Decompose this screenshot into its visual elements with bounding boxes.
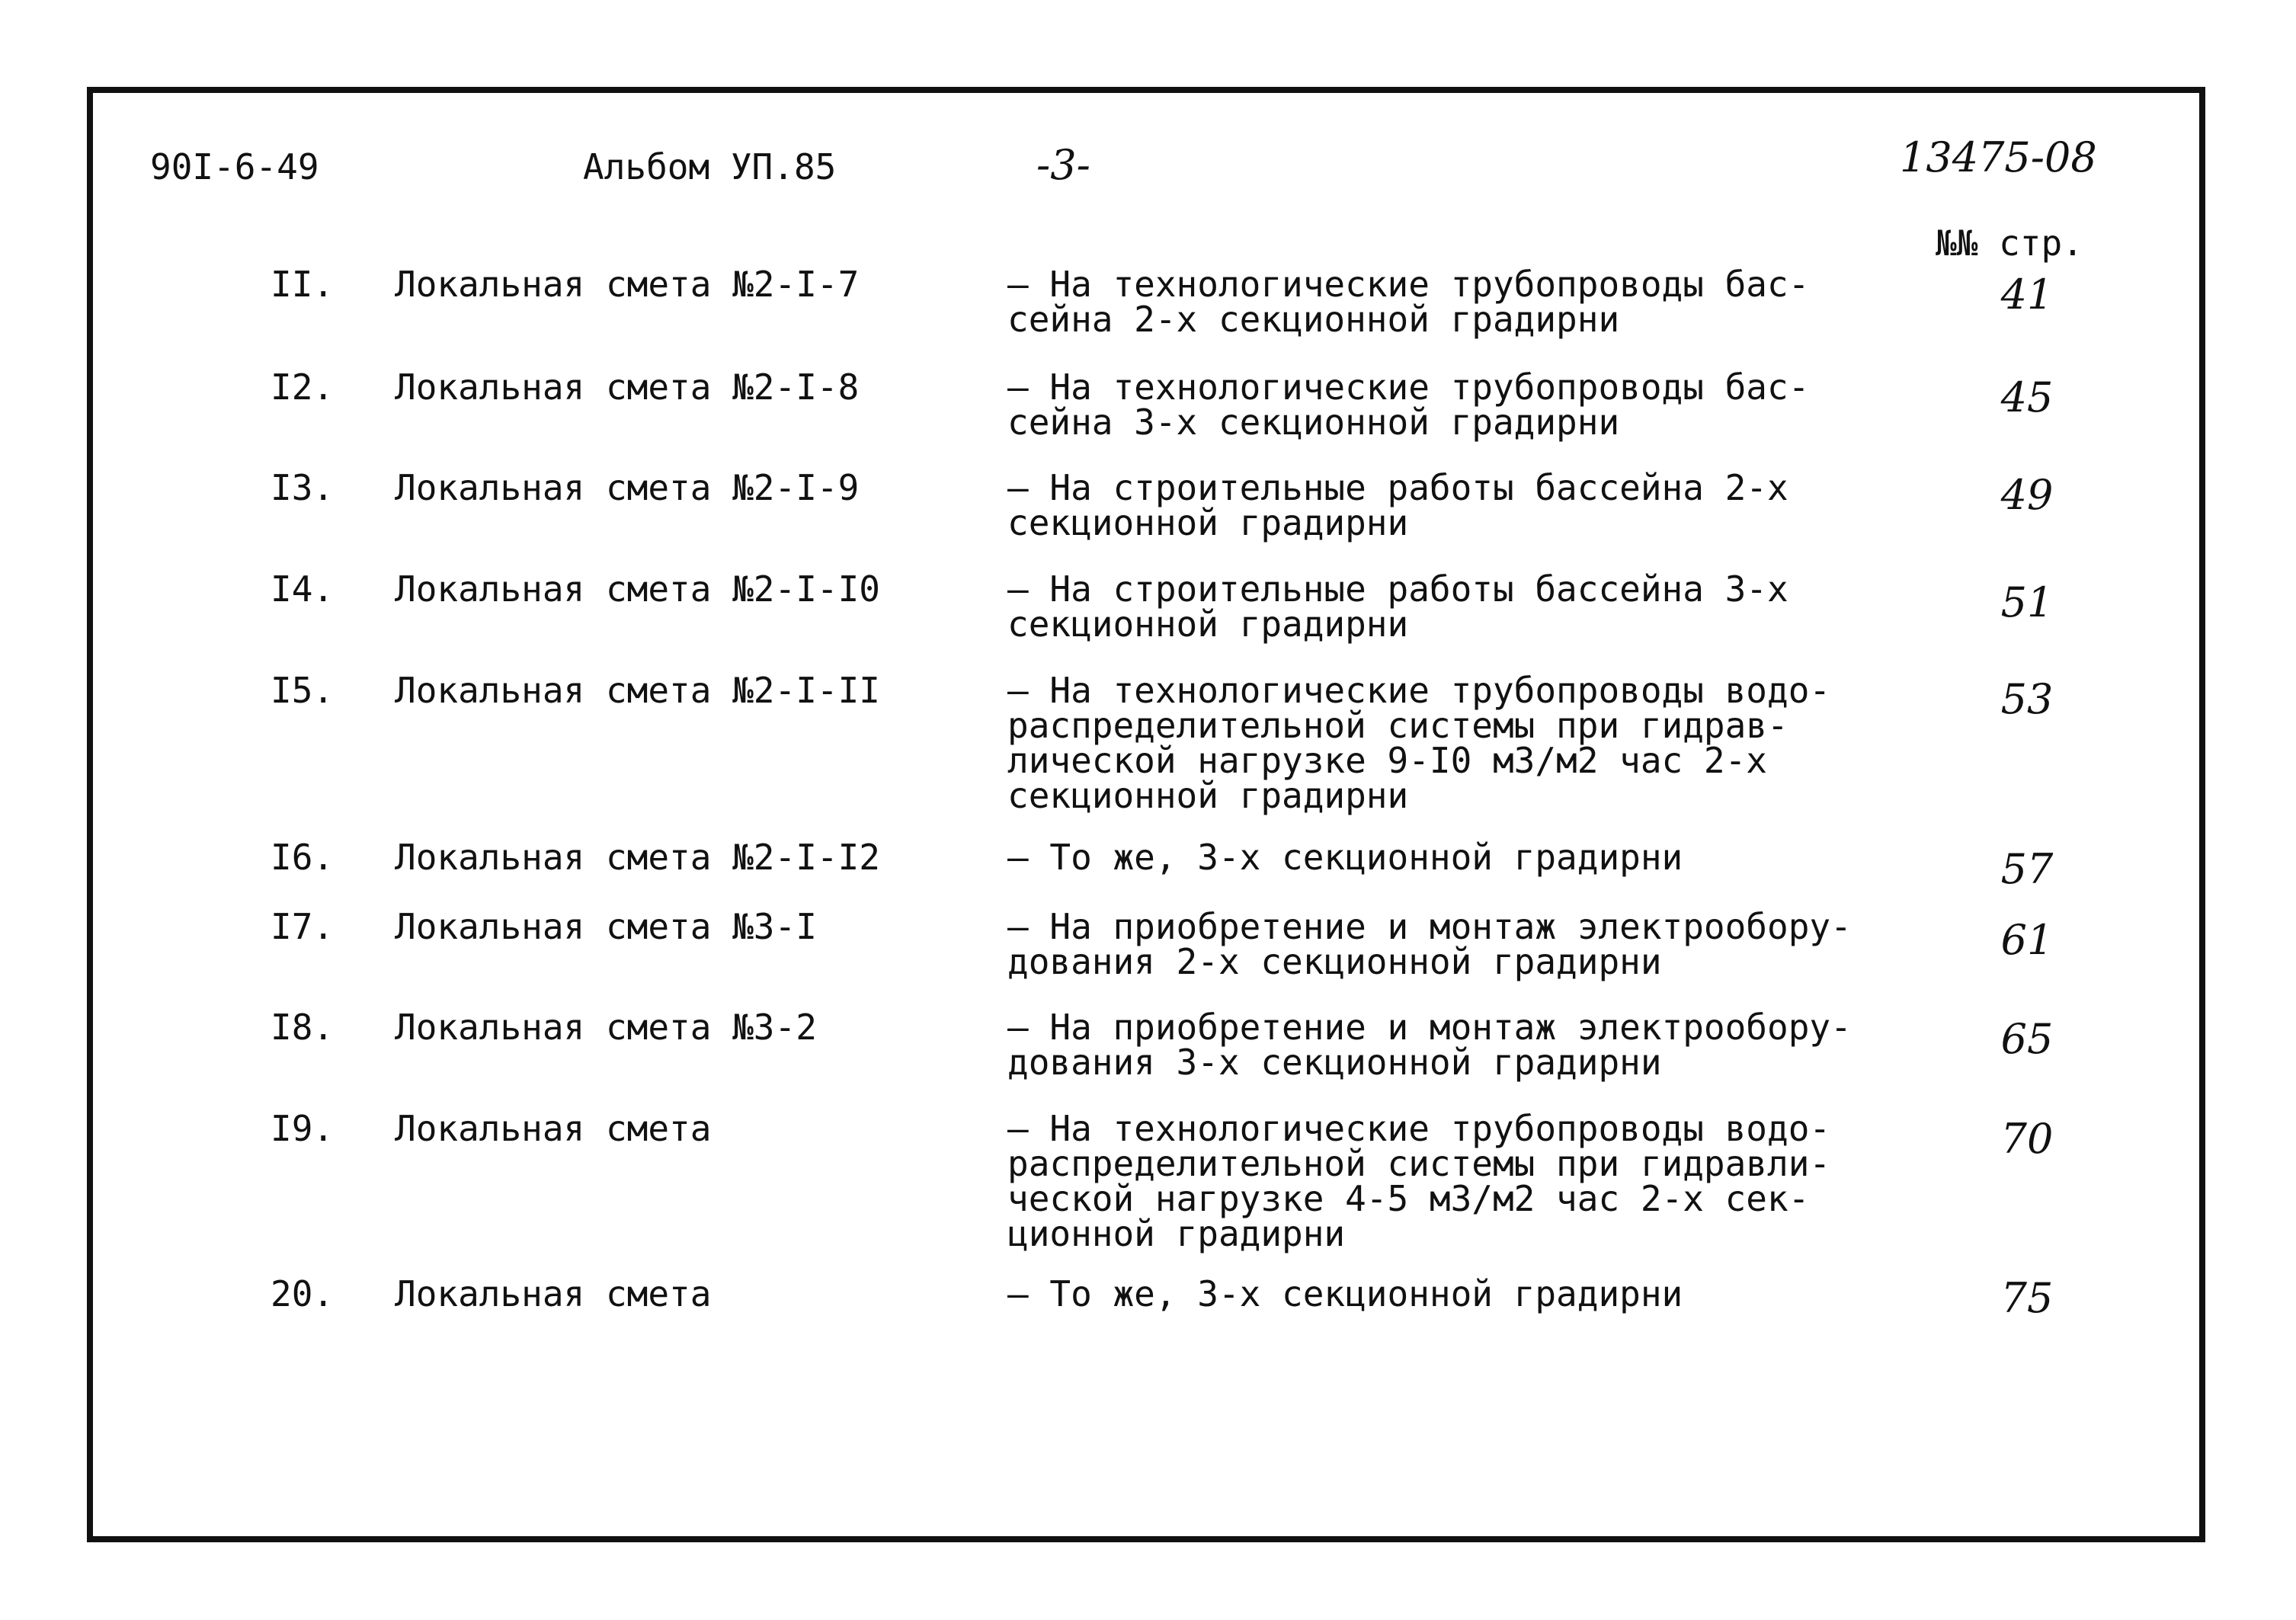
- item-number: I2.: [271, 367, 335, 408]
- item-number: I8.: [271, 1007, 335, 1048]
- page-ref: 49: [2000, 471, 2054, 519]
- description-line: секционной градирни: [1007, 603, 1409, 645]
- item-description: [1007, 1273, 1876, 1314]
- item-description: [1007, 568, 1876, 645]
- item-number: I7.: [271, 906, 335, 947]
- page-ref: 75: [2000, 1274, 2054, 1322]
- item-number: I4.: [271, 568, 335, 610]
- estimate-name: Локальная смета: [395, 1108, 712, 1149]
- item-description: [1007, 367, 1876, 443]
- page-ref: 41: [2000, 271, 2054, 319]
- description-line: – На строительные работы бассейна 2-х: [1007, 467, 1788, 508]
- item-number: I9.: [271, 1108, 335, 1149]
- album-label: Альбом УП.85: [583, 146, 837, 187]
- description-line: – То же, 3-х секционной градирни: [1007, 1273, 1683, 1314]
- description-line: распределительной системы при гидравли-: [1007, 1143, 1831, 1184]
- designation: 90I-6-49: [150, 146, 319, 187]
- item-description: [1007, 837, 1876, 878]
- page-number: -3-: [1036, 141, 1090, 189]
- description-line: – На технологические трубопроводы водо-: [1007, 1108, 1831, 1149]
- page-ref: 70: [2000, 1115, 2054, 1163]
- page-ref: 53: [2000, 675, 2054, 723]
- page-ref: 51: [2000, 578, 2054, 626]
- description-line: – На приобретение и монтаж электрообору-: [1007, 906, 1852, 947]
- estimate-name: Локальная смета №2-I-I2: [395, 837, 880, 878]
- item-description: [1007, 467, 1876, 543]
- item-description: [1007, 670, 1876, 816]
- page-ref: 57: [2000, 845, 2054, 893]
- page-ref: 61: [2000, 916, 2054, 964]
- item-number: I5.: [271, 670, 335, 711]
- item-number: II.: [271, 264, 335, 305]
- estimate-name: Локальная смета №3-2: [395, 1007, 817, 1048]
- description-line: дования 2-х секционной градирни: [1007, 941, 1662, 982]
- estimate-name: Локальная смета №2-I-I0: [395, 568, 880, 610]
- item-description: [1007, 906, 1876, 982]
- description-line: сейна 3-х секционной градирни: [1007, 402, 1620, 443]
- estimate-name: Локальная смета: [395, 1273, 712, 1314]
- description-line: ционной градирни: [1007, 1213, 1346, 1254]
- item-description: [1007, 1007, 1876, 1083]
- item-description: [1007, 1108, 1876, 1254]
- description-line: секционной градирни: [1007, 775, 1409, 816]
- description-line: ческой нагрузке 4-5 м3/м2 час 2-х сек-: [1007, 1178, 1810, 1219]
- item-number: 20.: [271, 1273, 335, 1314]
- description-line: секционной градирни: [1007, 502, 1409, 543]
- page-ref: 45: [2000, 373, 2054, 421]
- description-line: сейна 2-х секционной градирни: [1007, 299, 1620, 340]
- description-line: – На приобретение и монтаж электрообору-: [1007, 1007, 1852, 1048]
- item-number: I3.: [271, 467, 335, 508]
- estimate-name: Локальная смета №3-I: [395, 906, 817, 947]
- description-line: распределительной системы при гидрав-: [1007, 705, 1788, 746]
- pages-column-label: №№ стр.: [1936, 223, 2083, 264]
- estimate-name: Локальная смета №2-I-9: [395, 467, 860, 508]
- estimate-name: Локальная смета №2-I-7: [395, 264, 860, 305]
- description-line: – На технологические трубопроводы бас-: [1007, 264, 1810, 305]
- description-line: лической нагрузке 9-I0 м3/м2 час 2-х: [1007, 740, 1767, 781]
- description-line: – То же, 3-х секционной градирни: [1007, 837, 1683, 878]
- description-line: – На технологические трубопроводы водо-: [1007, 670, 1831, 711]
- description-line: дования 3-х секционной градирни: [1007, 1042, 1662, 1083]
- item-number: I6.: [271, 837, 335, 878]
- estimate-name: Локальная смета №2-I-8: [395, 367, 860, 408]
- page-ref: 65: [2000, 1015, 2054, 1063]
- estimate-name: Локальная смета №2-I-II: [395, 670, 880, 711]
- document-number: 13475-08: [1900, 133, 2097, 181]
- item-description: [1007, 264, 1876, 340]
- description-line: – На строительные работы бассейна 3-х: [1007, 568, 1788, 610]
- description-line: – На технологические трубопроводы бас-: [1007, 367, 1810, 408]
